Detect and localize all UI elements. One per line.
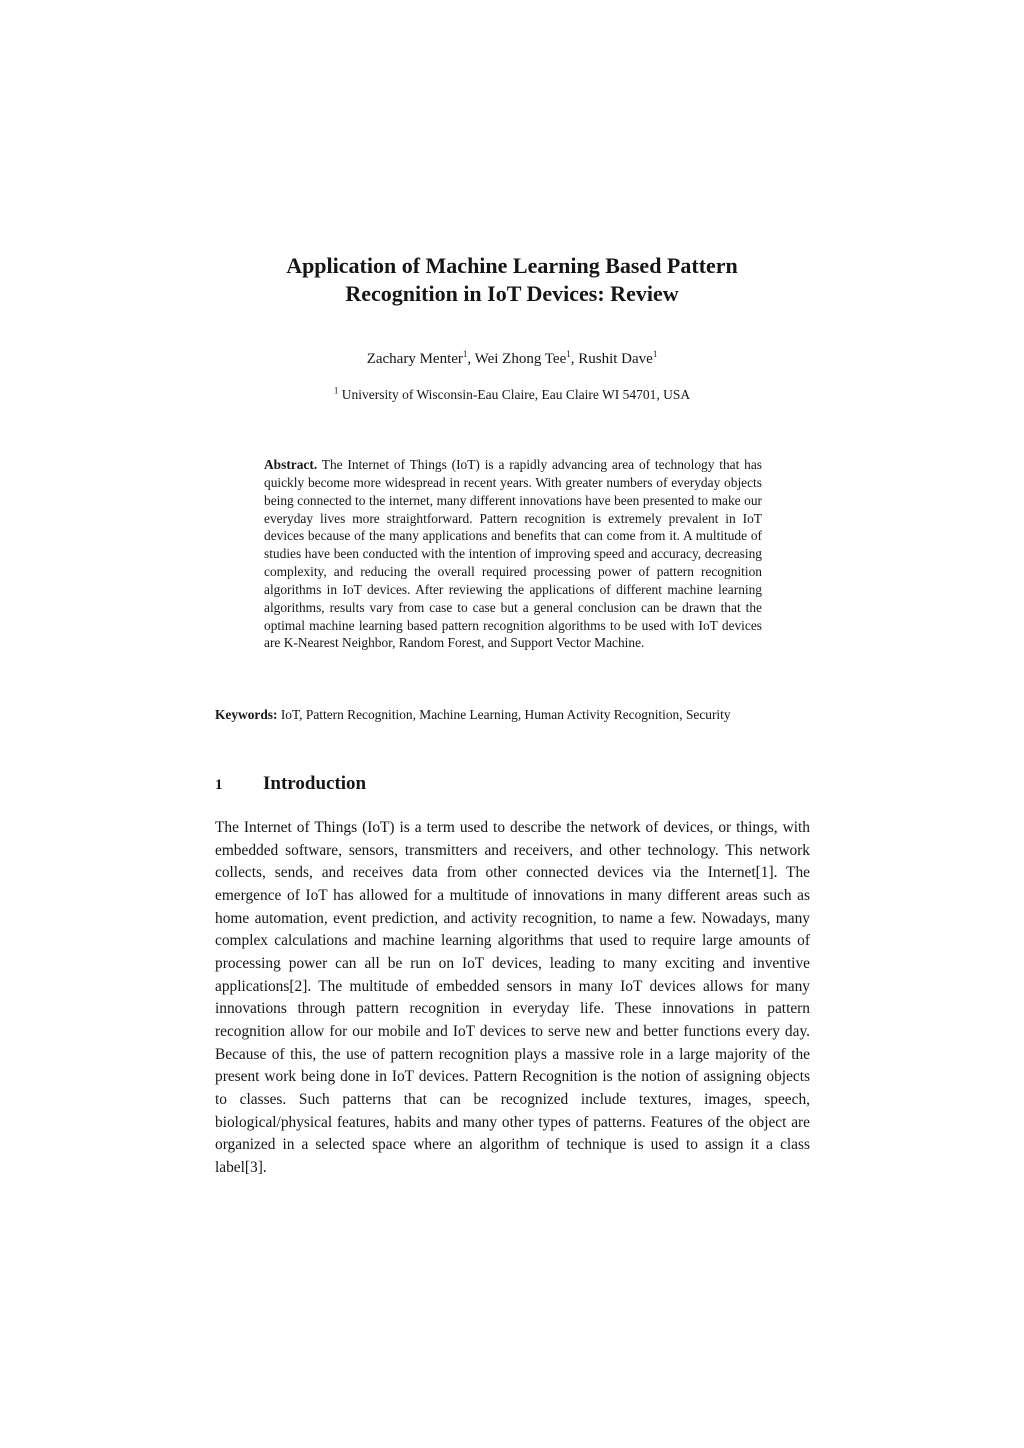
abstract-label: Abstract. xyxy=(264,457,318,472)
paper-title xyxy=(212,252,812,308)
introduction-paragraph: The Internet of Things (IoT) is a term used to describe the network of devices, or things, with embedded software, sensors, transmitters and receivers, and other technology. This network collects, sends, and receives data from other connected devices via the Internet[1]. The emergence of IoT has allowed for a multitude of innovations in many different areas such as home automation, event prediction, and activity recognition, to name a few. Nowadays, many complex calculations and machine learning algorithms that used to require large amounts of processing power can all be run on IoT devices, leading to many exciting and inventive applications[2]. The multitude of embedded sensors in many IoT devices allows for many innovations through pattern recognition in everyday life. These innovations in pattern recognition allow for our mobile and IoT devices to serve new and better functions every day. Because of this, the use of pattern recognition plays a massive role in a large majority of the present work being done in IoT devices. Pattern Recognition is the notion of assigning objects to classes. Such patterns that can be recognized include textures, images, speech, biological/physical features, habits and many other types of patterns. Features of the object are organized in a selected space where an algorithm of technique is used to assign it a class label[3]. xyxy=(215,819,810,1176)
author-name: Rushit Dave xyxy=(578,351,653,367)
section-heading xyxy=(215,772,812,797)
title-line-1: Application of Machine Learning Based Pattern xyxy=(286,253,738,278)
title-line-2: Recognition in IoT Devices: Review xyxy=(345,281,679,306)
affiliation-text: University of Wisconsin-Eau Claire, Eau Claire WI 54701, USA xyxy=(341,387,691,402)
affiliation-mark: 1 xyxy=(333,385,339,396)
section-title: Introduction xyxy=(263,773,367,794)
author-affiliation-mark: 1 xyxy=(566,349,571,359)
section-number: 1 xyxy=(215,777,223,793)
abstract xyxy=(264,456,762,652)
author-list xyxy=(212,349,812,369)
author-affiliation-mark: 1 xyxy=(652,349,658,359)
abstract-text: The Internet of Things (IoT) is a rapidly advancing area of technology that has quickly become more widespread in recent years. With greater numbers of everyday objects being connected to the internet, many different innovations have been presented to make our everyday lives more straightforward. Pattern recognition is extremely prevalent in IoT devices because of the many applications and benefits that can come from it. A multitude of studies have been conducted with the intention of improving speed and accuracy, decreasing complexity, and reducing the overall required processing power of pattern recognition algorithms in IoT devices. After reviewing the applications of different machine learning algorithms, results vary from case to case but a general conclusion can be drawn that the optimal machine learning based pattern recognition algorithms to be used with IoT devices are K-Nearest Neighbor, Random Forest, and Support Vector Machine. xyxy=(264,457,763,651)
keywords-label: Keywords: xyxy=(215,707,278,722)
author-name: Wei Zhong Tee xyxy=(474,351,567,367)
author-affiliation-mark: 1 xyxy=(462,349,468,359)
keywords xyxy=(215,706,775,724)
affiliation xyxy=(212,386,812,404)
author-separator: , xyxy=(467,351,475,367)
author-name: Zachary Menter xyxy=(366,351,463,367)
author-separator: , xyxy=(570,351,579,367)
keywords-text: IoT, Pattern Recognition, Machine Learning, Human Activity Recognition, Security xyxy=(280,707,731,722)
